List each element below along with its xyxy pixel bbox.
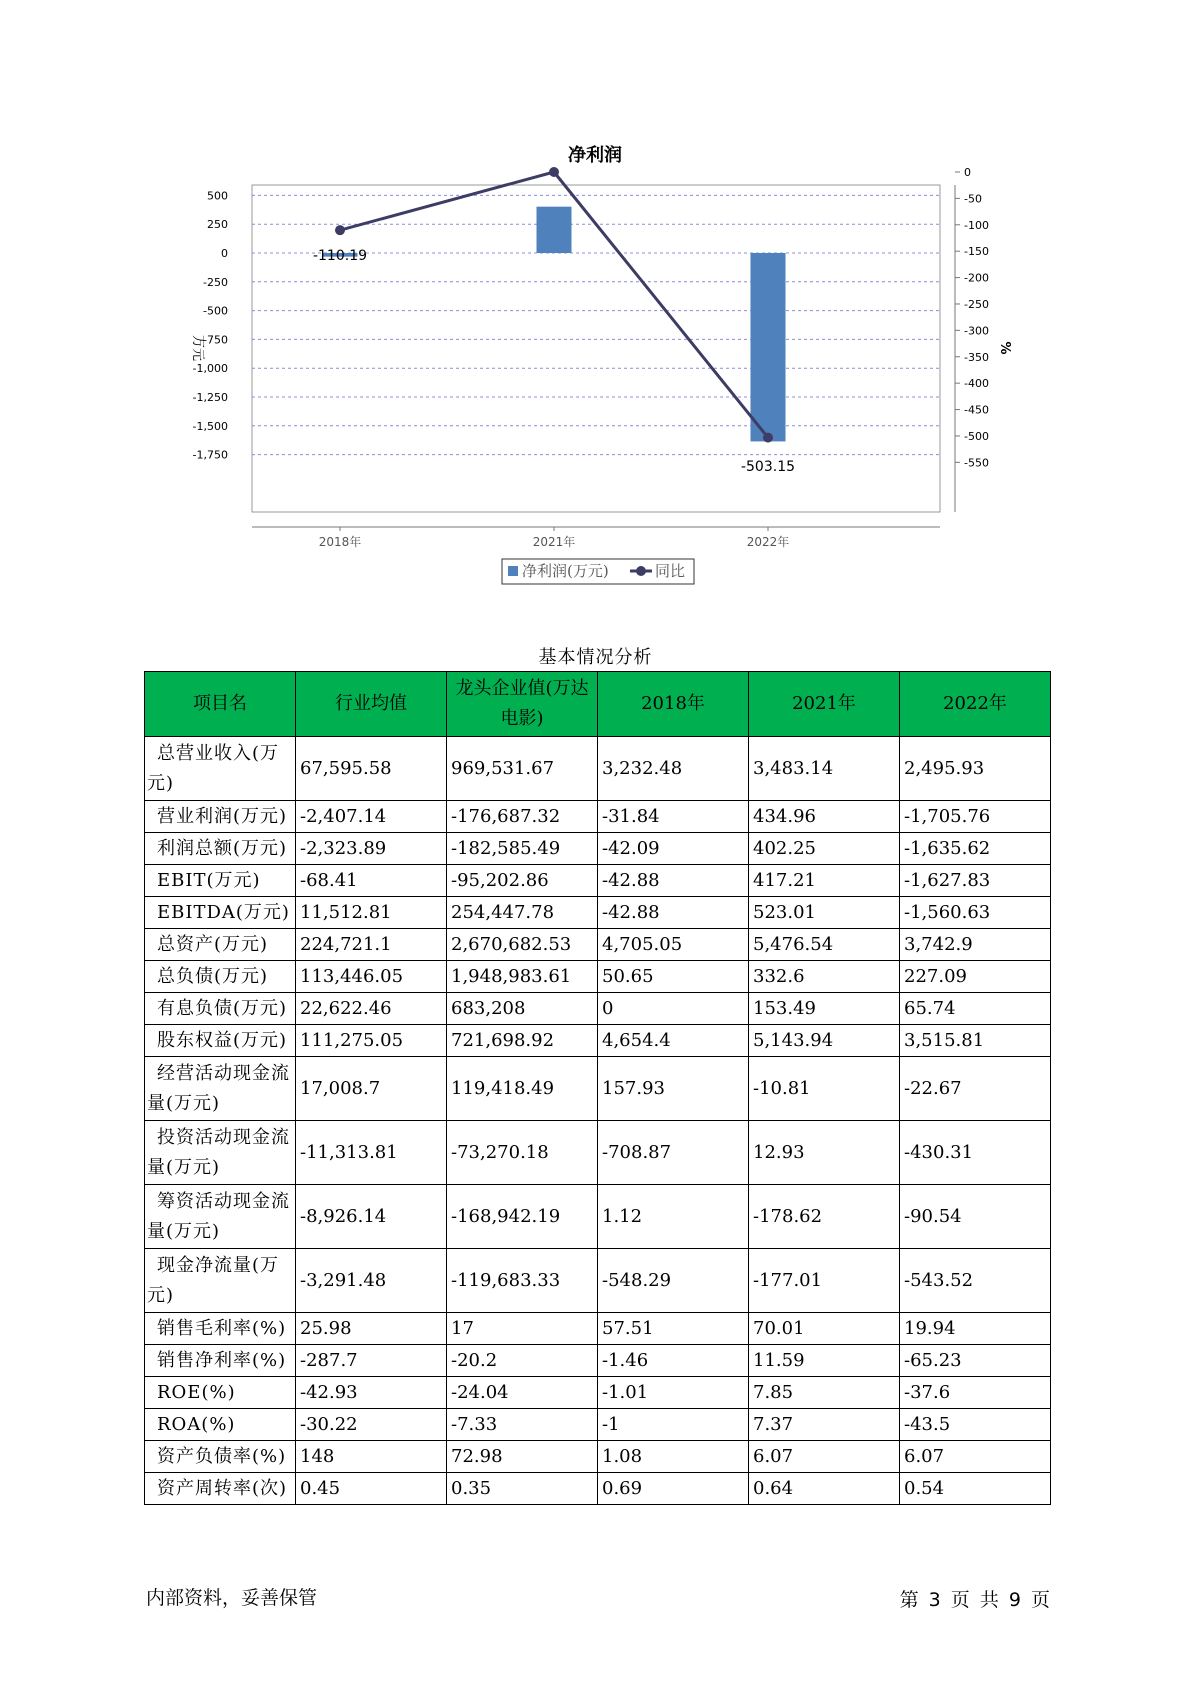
table-row — [145, 929, 1051, 961]
table-cell: 3,742.9 — [900, 929, 1051, 961]
row-item-name: 资产周转率(次) — [145, 1473, 296, 1505]
table-cell: -543.52 — [900, 1249, 1051, 1313]
table-row — [145, 1473, 1051, 1505]
table-cell: 5,143.94 — [749, 1025, 900, 1057]
table-cell: -20.2 — [447, 1345, 598, 1377]
table-cell: -68.41 — [296, 865, 447, 897]
table-row — [145, 865, 1051, 897]
table-cell: -24.04 — [447, 1377, 598, 1409]
table-cell: 72.98 — [447, 1441, 598, 1473]
table-cell: -1,635.62 — [900, 833, 1051, 865]
table-cell: -178.62 — [749, 1185, 900, 1249]
plot-area-frame — [252, 185, 940, 512]
table-row — [145, 801, 1051, 833]
table-cell: 111,275.05 — [296, 1025, 447, 1057]
table-row — [145, 1313, 1051, 1345]
table-cell: 50.65 — [598, 961, 749, 993]
table-cell: 3,515.81 — [900, 1025, 1051, 1057]
legend-line-marker — [636, 566, 646, 576]
table-cell: 70.01 — [749, 1313, 900, 1345]
table-cell: 0 — [598, 993, 749, 1025]
y-tick-label: -750 — [203, 333, 228, 347]
table-cell: -1,627.83 — [900, 865, 1051, 897]
y2-tick-label: -450 — [964, 403, 989, 417]
y-tick-label: 250 — [207, 218, 228, 232]
header-leader-value: 龙头企业值(万达电影) — [447, 672, 598, 737]
header-industry-avg: 行业均值 — [296, 672, 447, 737]
table-cell: 157.93 — [598, 1057, 749, 1121]
table-cell: 2,670,682.53 — [447, 929, 598, 961]
table-cell: 65.74 — [900, 993, 1051, 1025]
yoy-point — [763, 433, 773, 443]
x-tick-label: 2021年 — [532, 535, 576, 549]
table-cell: 5,476.54 — [749, 929, 900, 961]
y-axis-label: 万元 — [190, 334, 205, 362]
table-row — [145, 993, 1051, 1025]
row-item-name: 销售净利率(%) — [145, 1345, 296, 1377]
table-cell: 4,705.05 — [598, 929, 749, 961]
table-cell: 417.21 — [749, 865, 900, 897]
table-cell: 119,418.49 — [447, 1057, 598, 1121]
table-cell: -168,942.19 — [447, 1185, 598, 1249]
x-axis-ticks — [319, 527, 790, 549]
table-cell: -1.01 — [598, 1377, 749, 1409]
y-tick-label: -1,750 — [192, 448, 228, 462]
table-cell: 12.93 — [749, 1121, 900, 1185]
table-cell: -430.31 — [900, 1121, 1051, 1185]
bar-2022年 — [751, 253, 786, 441]
y-tick-label: -250 — [203, 275, 228, 289]
table-row — [145, 1441, 1051, 1473]
y-tick-label: -500 — [203, 304, 228, 318]
table-cell: 523.01 — [749, 897, 900, 929]
table-row — [145, 1249, 1051, 1313]
table-cell: 0.45 — [296, 1473, 447, 1505]
yoy-point — [549, 167, 559, 177]
table-cell: 254,447.78 — [447, 897, 598, 929]
row-item-name: 总负债(万元) — [145, 961, 296, 993]
y-tick-label: -1,000 — [192, 362, 228, 376]
y2-tick-label: -300 — [964, 324, 989, 338]
table-cell: -30.22 — [296, 1409, 447, 1441]
table-cell: -287.7 — [296, 1345, 447, 1377]
table-cell: 7.85 — [749, 1377, 900, 1409]
table-cell: -1,560.63 — [900, 897, 1051, 929]
table-header-row — [145, 672, 1051, 737]
table-cell: -42.88 — [598, 865, 749, 897]
table-cell: -65.23 — [900, 1345, 1051, 1377]
y-tick-label: -1,250 — [192, 391, 228, 404]
table-cell: 25.98 — [296, 1313, 447, 1345]
bar-series — [323, 207, 786, 442]
net-profit-chart — [0, 0, 1191, 600]
table-cell: -1.46 — [598, 1345, 749, 1377]
table-cell: 1.08 — [598, 1441, 749, 1473]
row-item-name: 投资活动现金流量(万元) — [145, 1121, 296, 1185]
legend-bar-label: 净利润(万元) — [522, 562, 609, 580]
data-label: -503.15 — [740, 459, 796, 475]
table-cell: 0.64 — [749, 1473, 900, 1505]
table-cell: 19.94 — [900, 1313, 1051, 1345]
table-cell: -7.33 — [447, 1409, 598, 1441]
table-cell: 22,622.46 — [296, 993, 447, 1025]
table-cell: -43.5 — [900, 1409, 1051, 1441]
table-cell: 7.37 — [749, 1409, 900, 1441]
table-cell: -42.93 — [296, 1377, 447, 1409]
table-cell: 332.6 — [749, 961, 900, 993]
y2-axis-label: % — [997, 341, 1012, 355]
table-cell: -31.84 — [598, 801, 749, 833]
table-cell: 224,721.1 — [296, 929, 447, 961]
table-cell: 3,232.48 — [598, 737, 749, 801]
table-cell: 153.49 — [749, 993, 900, 1025]
row-item-name: 经营活动现金流量(万元) — [145, 1057, 296, 1121]
table-cell: -3,291.48 — [296, 1249, 447, 1313]
bar-2021年 — [537, 207, 572, 253]
x-tick-label: 2022年 — [746, 535, 790, 549]
table-cell: -42.88 — [598, 897, 749, 929]
row-item-name: 有息负债(万元) — [145, 993, 296, 1025]
table-cell: -176,687.32 — [447, 801, 598, 833]
y2-tick-label: -500 — [964, 429, 989, 443]
table-cell: 6.07 — [749, 1441, 900, 1473]
legend-bar-swatch — [508, 566, 518, 576]
table-cell: -10.81 — [749, 1057, 900, 1121]
right-axis-ticks — [955, 166, 989, 469]
table-row — [145, 897, 1051, 929]
table-cell: 57.51 — [598, 1313, 749, 1345]
row-item-name: 筹资活动现金流量(万元) — [145, 1185, 296, 1249]
table-cell: -37.6 — [900, 1377, 1051, 1409]
table-cell: 1,948,983.61 — [447, 961, 598, 993]
footer-page-number: 第 3 页 共 9 页 — [899, 1589, 1050, 1611]
table-cell: -708.87 — [598, 1121, 749, 1185]
table-cell: 4,654.4 — [598, 1025, 749, 1057]
row-item-name: 资产负债率(%) — [145, 1441, 296, 1473]
table-cell: 402.25 — [749, 833, 900, 865]
table-cell: 0.54 — [900, 1473, 1051, 1505]
header-2022: 2022年 — [900, 672, 1051, 737]
y2-tick-label: -200 — [964, 271, 989, 285]
table-cell: 2,495.93 — [900, 737, 1051, 801]
table-cell: -1,705.76 — [900, 801, 1051, 833]
legend — [502, 559, 694, 584]
table-row — [145, 961, 1051, 993]
row-item-name: 总营业收入(万元) — [145, 737, 296, 801]
left-axis-ticks — [193, 189, 228, 461]
table-cell: -8,926.14 — [296, 1185, 447, 1249]
x-tick-label: 2018年 — [318, 535, 362, 549]
table-row — [145, 1185, 1051, 1249]
table-cell: 969,531.67 — [447, 737, 598, 801]
y2-tick-label: -150 — [964, 245, 989, 259]
table-cell: -177.01 — [749, 1249, 900, 1313]
header-2018: 2018年 — [598, 672, 749, 737]
y2-tick-label: -350 — [964, 350, 989, 364]
table-row — [145, 1409, 1051, 1441]
row-item-name: 股东权益(万元) — [145, 1025, 296, 1057]
row-item-name: 营业利润(万元) — [145, 801, 296, 833]
table-cell: 721,698.92 — [447, 1025, 598, 1057]
y2-tick-label: -50 — [964, 192, 982, 206]
y2-tick-label: -400 — [964, 377, 989, 391]
table-cell: 113,446.05 — [296, 961, 447, 993]
table-cell: -548.29 — [598, 1249, 749, 1313]
table-cell: 3,483.14 — [749, 737, 900, 801]
table-cell: 0.35 — [447, 1473, 598, 1505]
table-cell: -42.09 — [598, 833, 749, 865]
table-row — [145, 1025, 1051, 1057]
row-item-name: 利润总额(万元) — [145, 833, 296, 865]
table-cell: -95,202.86 — [447, 865, 598, 897]
table-row — [145, 737, 1051, 801]
table-cell: 148 — [296, 1441, 447, 1473]
header-2021: 2021年 — [749, 672, 900, 737]
y2-tick-label: -550 — [964, 456, 989, 470]
row-item-name: 总资产(万元) — [145, 929, 296, 961]
row-item-name: 销售毛利率(%) — [145, 1313, 296, 1345]
table-cell: -73,270.18 — [447, 1121, 598, 1185]
table-cell: 227.09 — [900, 961, 1051, 993]
table-cell: 11.59 — [749, 1345, 900, 1377]
table-row — [145, 1057, 1051, 1121]
legend-line-label: 同比 — [655, 562, 686, 580]
row-item-name: EBITDA(万元) — [145, 897, 296, 929]
y-tick-label: 500 — [207, 189, 228, 203]
table-row — [145, 833, 1051, 865]
table-cell: 434.96 — [749, 801, 900, 833]
y2-tick-label: -100 — [964, 218, 989, 232]
table-cell: 17,008.7 — [296, 1057, 447, 1121]
table-cell: 67,595.58 — [296, 737, 447, 801]
chart-title: 净利润 — [568, 145, 622, 166]
table-cell: -2,323.89 — [296, 833, 447, 865]
row-item-name: ROA(%) — [145, 1409, 296, 1441]
table-cell: -182,585.49 — [447, 833, 598, 865]
row-item-name: 现金净流量(万元) — [145, 1249, 296, 1313]
yoy-point — [335, 225, 345, 235]
table-row — [145, 1345, 1051, 1377]
row-item-name: ROE(%) — [145, 1377, 296, 1409]
row-item-name: EBIT(万元) — [145, 865, 296, 897]
y-tick-label: 0 — [221, 247, 228, 260]
data-label: -110.19 — [312, 248, 368, 264]
table-cell: 1.12 — [598, 1185, 749, 1249]
footer-confidential-note: 内部资料，妥善保管 — [146, 1587, 318, 1609]
basic-analysis-table — [144, 671, 1051, 1505]
table-cell: 6.07 — [900, 1441, 1051, 1473]
table-cell: -22.67 — [900, 1057, 1051, 1121]
table-title: 基本情况分析 — [538, 647, 653, 668]
table-cell: -119,683.33 — [447, 1249, 598, 1313]
table-cell: 683,208 — [447, 993, 598, 1025]
table-cell: -90.54 — [900, 1185, 1051, 1249]
table-cell: 11,512.81 — [296, 897, 447, 929]
table-row — [145, 1377, 1051, 1409]
y2-tick-label: -250 — [964, 297, 989, 311]
header-item-name: 项目名 — [145, 672, 296, 737]
table-row — [145, 1121, 1051, 1185]
table-cell: -2,407.14 — [296, 801, 447, 833]
y-tick-label: -1,500 — [192, 419, 228, 433]
y2-tick-label: 0 — [964, 166, 971, 179]
table-cell: 0.69 — [598, 1473, 749, 1505]
gridlines — [252, 195, 940, 454]
table-cell: -1 — [598, 1409, 749, 1441]
table-cell: -11,313.81 — [296, 1121, 447, 1185]
table-cell: 17 — [447, 1313, 598, 1345]
